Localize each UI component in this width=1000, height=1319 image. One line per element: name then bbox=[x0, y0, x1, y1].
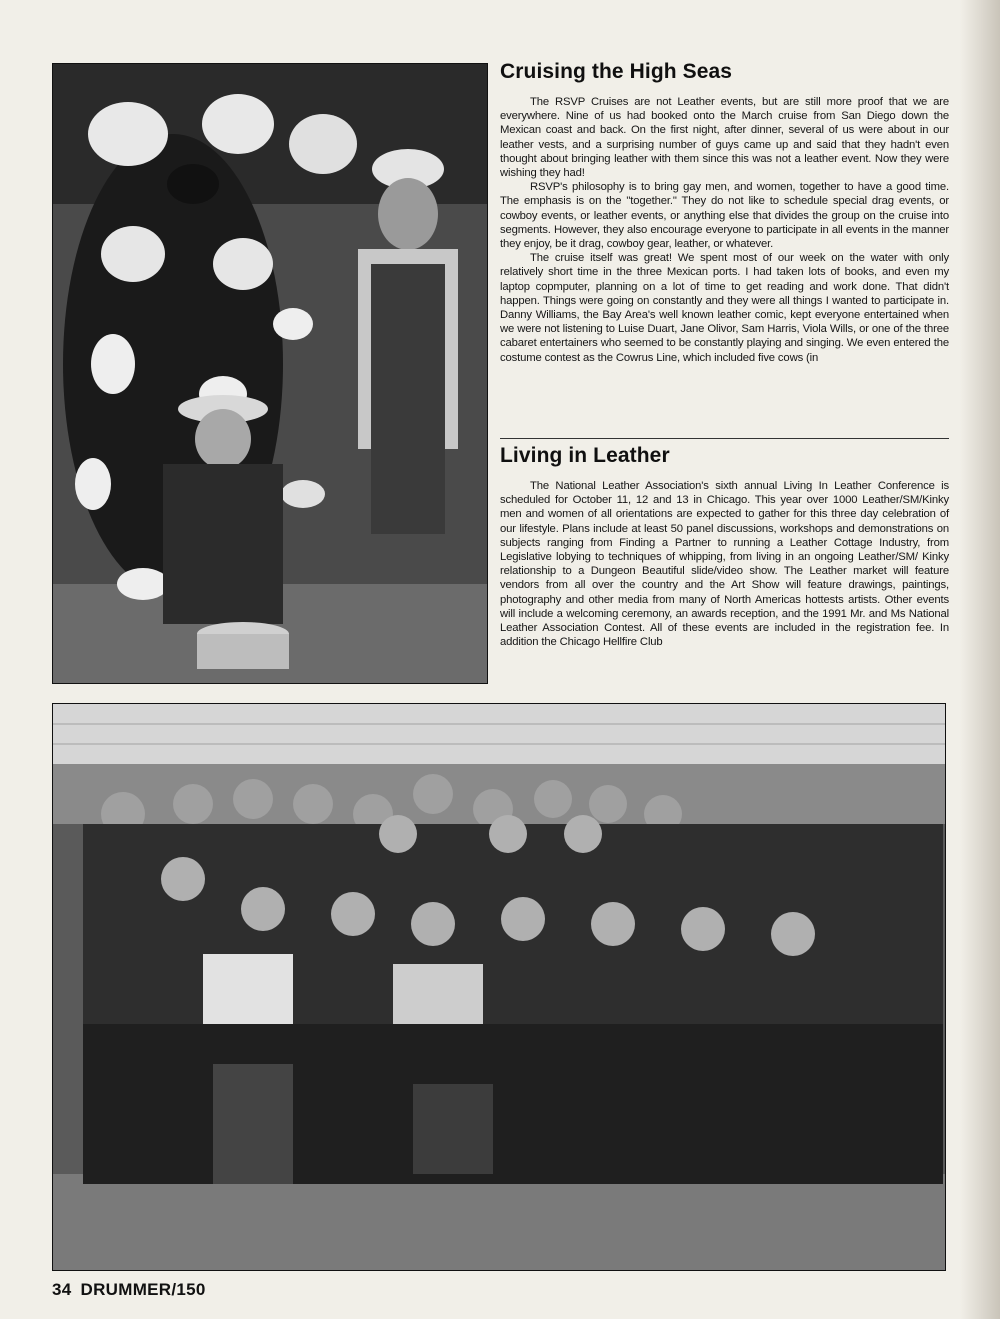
leather-group-photo bbox=[52, 703, 946, 1271]
page-gutter-shadow bbox=[960, 0, 1000, 1319]
article-headline: Living in Leather bbox=[500, 444, 670, 467]
article-paragraph: The cruise itself was great! We spent most of our week on the water with only relatively short time in the three Mexican ports. I had taken lots of books, and even my laptop copmputer, planning on a lot of time to get reading and work done. That didn't happen. Things were going on constantly and they were all things I wanted to participate in. Danny Williams, the Bay Area's well known leather comic, kept everyone entertained when we were not listening to Luise Duart, Jane Olivor, Sam Harris, Viola Wills, or one of the three cabaret entertainers who seemed to be constantly playing and singing. We even entered the costume contest as the Cowrus Line, which included five cows (in bbox=[500, 252, 949, 364]
cow-costume-group-photo bbox=[52, 63, 488, 684]
article-paragraph: The RSVP Cruises are not Leather events, but are still more proof that we are everywhere. Nine of us had booked onto the March cruise from San Diego down the Mexican coast and back. On the first night, after dinner, several of us were about in our leather vests, and a surprising number of guys came up and said that they hadn't even thought about bringing leather with them since this was not a leather event. Now they were wishing they had! bbox=[500, 96, 949, 180]
publication-name: DRUMMER/150 bbox=[80, 1280, 206, 1299]
page-folio bbox=[52, 1280, 206, 1300]
article-headline: Cruising the High Seas bbox=[500, 60, 733, 83]
article-paragraph: The National Leather Association's sixth annual Living In Leather Conference is scheduled for October 11, 12 and 13 in Chicago. This year over 1000 Leather/SM/Kinky men and women of all orientations are expected to gather for this three day celebration of our lifestyle. Plans include at least 50 panel discussions, workshops and demonstrations on subjects ranging from Finding a Partner to running a Leather Cottage Industry, from Legislative lobying to techniques of whipping, from living in an ongoing Leather/SM/ Kinky relationship to a Dungeon Beautiful slide/video show. The Leather market will feature vendors from all over the country and the Art Show will feature drawings, paintings, photography and other media from many of North Americas hottests artists. Other events will include a welcoming ceremony, an awards reception, and the 1991 Mr. and Ms National Leather Association Contest. All of these events are included in the registration fee. In addition the Chicago Hellfire Club bbox=[500, 480, 949, 649]
article-cruising-the-high-seas bbox=[500, 60, 949, 365]
section-divider bbox=[500, 438, 949, 439]
page-number: 34 bbox=[52, 1280, 72, 1299]
article-paragraph: RSVP's philosophy is to bring gay men, and women, together to have a good time. The emphasis is on the "together." They do not like to schedule special drag events, or cowboy events, or leather events, or anything else that divides the group on the cruise into segments. However, they also encourage everyone to participate in all events in the manner they enjoy, be it drag, cowboy gear, leather, or whatever. bbox=[500, 181, 949, 251]
article-living-in-leather bbox=[500, 444, 949, 649]
